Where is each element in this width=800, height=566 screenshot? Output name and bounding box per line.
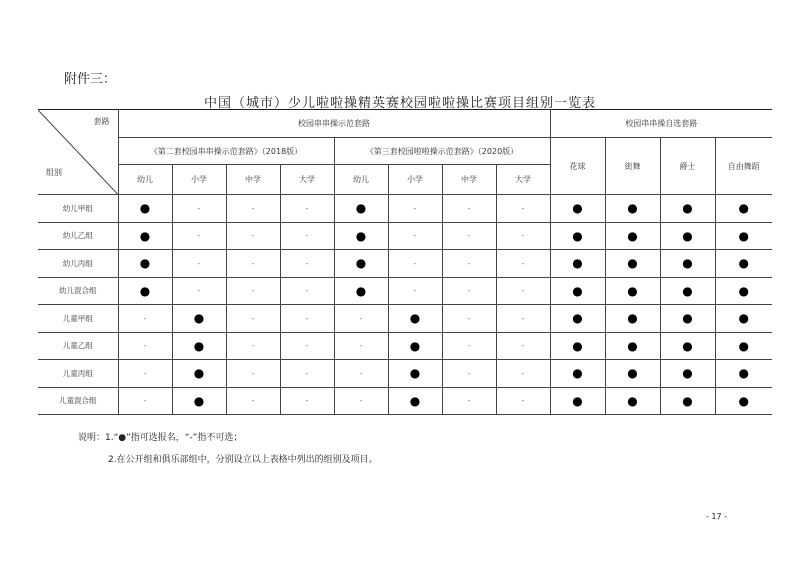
selectable-mark: ● (572, 393, 583, 408)
table-cell (172, 360, 226, 388)
selectable-mark: ● (682, 201, 693, 216)
table-cell (496, 250, 550, 278)
selectable-mark: ● (682, 256, 693, 271)
table-cell (660, 250, 715, 278)
not-selectable-mark: - (521, 258, 525, 268)
not-selectable-mark: - (197, 231, 201, 241)
not-selectable-mark: - (305, 231, 309, 241)
table-cell (334, 360, 388, 388)
table-cell (715, 305, 772, 333)
table-cell (388, 387, 442, 415)
not-selectable-mark: - (251, 396, 255, 406)
not-selectable-mark: - (467, 313, 471, 323)
table-cell (496, 332, 550, 360)
table-cell (442, 277, 496, 305)
header-level: 中学 (226, 165, 280, 195)
selectable-mark: ● (572, 311, 583, 326)
not-selectable-mark: - (521, 231, 525, 241)
table-cell (388, 360, 442, 388)
attachment-label: 附件三： (64, 72, 117, 87)
note-line-2: 2.在公开组和俱乐部组中，分别设立以上表格中列出的组别及项目。 (108, 455, 378, 465)
table-cell (605, 305, 660, 333)
not-selectable-mark: - (413, 203, 417, 213)
table-cell (660, 332, 715, 360)
not-selectable-mark: - (251, 231, 255, 241)
selectable-mark: ● (738, 201, 749, 216)
not-selectable-mark: - (521, 203, 525, 213)
table-cell (550, 360, 605, 388)
not-selectable-mark: - (251, 313, 255, 323)
table-cell (280, 250, 334, 278)
header-corner-cell (38, 110, 118, 195)
selectable-mark: ● (139, 201, 151, 216)
header-routine-2018: 《第二套校园串串操示范套路》（2018版） (118, 138, 334, 165)
table-cell (388, 222, 442, 250)
table-cell (550, 332, 605, 360)
not-selectable-mark: - (143, 396, 147, 406)
selectable-mark: ● (139, 228, 151, 243)
selectable-mark: ● (627, 366, 638, 381)
selectable-mark: ● (355, 256, 367, 271)
table-cell (550, 277, 605, 305)
not-selectable-mark: - (251, 368, 255, 378)
not-selectable-mark: - (521, 341, 525, 351)
table-row (38, 360, 772, 388)
selectable-mark: ● (409, 338, 421, 353)
table-cell (388, 277, 442, 305)
table-cell (496, 277, 550, 305)
table-cell (172, 332, 226, 360)
table-cell (605, 195, 660, 223)
selectable-mark: ● (738, 283, 749, 298)
not-selectable-mark: - (413, 286, 417, 296)
table-cell (715, 222, 772, 250)
document-title: 中国（城市）少儿啦啦操精英赛校园啦啦操比赛项目组别一览表 (203, 96, 596, 111)
table-cell (660, 277, 715, 305)
selectable-mark: ● (627, 256, 638, 271)
selectable-mark: ● (572, 201, 583, 216)
table-cell (118, 222, 172, 250)
not-selectable-mark: - (521, 286, 525, 296)
selectable-mark: ● (409, 393, 421, 408)
table-cell (280, 387, 334, 415)
selectable-mark: ● (139, 283, 151, 298)
table-cell (334, 332, 388, 360)
row-label: 幼儿混合组 (38, 277, 118, 305)
table-cell (660, 387, 715, 415)
table-row (38, 195, 772, 223)
not-selectable-mark: - (467, 231, 471, 241)
table-cell (496, 305, 550, 333)
selectable-mark: ● (139, 256, 151, 271)
table-cell (660, 195, 715, 223)
table-cell (715, 277, 772, 305)
selectable-mark: ● (572, 366, 583, 381)
table-cell (118, 305, 172, 333)
not-selectable-mark: - (521, 313, 525, 323)
row-label: 儿童乙组 (38, 332, 118, 360)
table-row (38, 332, 772, 360)
table-cell (172, 250, 226, 278)
table-cell (280, 222, 334, 250)
table-cell (172, 277, 226, 305)
header-level: 小学 (172, 165, 226, 195)
table-cell (442, 332, 496, 360)
table-cell (605, 222, 660, 250)
selectable-mark: ● (193, 311, 205, 326)
not-selectable-mark: - (143, 313, 147, 323)
not-selectable-mark: - (251, 286, 255, 296)
table-row (38, 387, 772, 415)
table-cell (550, 250, 605, 278)
not-selectable-mark: - (197, 203, 201, 213)
corner-label-group: 组别 (46, 168, 62, 177)
header-level: 幼儿 (334, 165, 388, 195)
table-cell (605, 250, 660, 278)
table-cell (280, 332, 334, 360)
table-cell (605, 387, 660, 415)
header-freestyle: 自由舞蹈 (715, 138, 772, 195)
table-cell (172, 222, 226, 250)
table-cell (226, 250, 280, 278)
table-cell (388, 250, 442, 278)
table-cell (280, 305, 334, 333)
table-cell (280, 277, 334, 305)
row-label: 儿童丙组 (38, 360, 118, 388)
table-cell (334, 222, 388, 250)
table-cell (334, 250, 388, 278)
selectable-mark: ● (355, 228, 367, 243)
table-cell (660, 305, 715, 333)
selectable-mark: ● (193, 366, 205, 381)
not-selectable-mark: - (251, 341, 255, 351)
table-cell (550, 305, 605, 333)
table-cell (334, 305, 388, 333)
table-cell (715, 387, 772, 415)
table-cell (605, 360, 660, 388)
not-selectable-mark: - (521, 396, 525, 406)
not-selectable-mark: - (143, 368, 147, 378)
not-selectable-mark: - (305, 258, 309, 268)
header-level: 小学 (388, 165, 442, 195)
selectable-mark: ● (738, 393, 749, 408)
not-selectable-mark: - (197, 258, 201, 268)
selectable-mark: ● (738, 228, 749, 243)
selectable-mark: ● (572, 338, 583, 353)
selectable-mark: ● (738, 311, 749, 326)
selectable-mark: ● (682, 366, 693, 381)
table-cell (172, 305, 226, 333)
selectable-mark: ● (193, 338, 205, 353)
not-selectable-mark: - (467, 368, 471, 378)
table-cell (660, 360, 715, 388)
table-cell (118, 387, 172, 415)
table-cell (496, 222, 550, 250)
table-row (38, 250, 772, 278)
table-cell (118, 250, 172, 278)
selectable-mark: ● (682, 311, 693, 326)
table-cell (334, 387, 388, 415)
not-selectable-mark: - (359, 341, 363, 351)
table-cell (226, 332, 280, 360)
table-cell (442, 305, 496, 333)
not-selectable-mark: - (251, 203, 255, 213)
selectable-mark: ● (409, 366, 421, 381)
table-row (38, 305, 772, 333)
table-cell (605, 277, 660, 305)
row-label: 幼儿丙组 (38, 250, 118, 278)
table-cell (118, 195, 172, 223)
table-cell (226, 222, 280, 250)
event-group-table (38, 109, 772, 415)
table-row (38, 277, 772, 305)
not-selectable-mark: - (467, 341, 471, 351)
selectable-mark: ● (355, 201, 367, 216)
row-label: 幼儿乙组 (38, 222, 118, 250)
not-selectable-mark: - (305, 286, 309, 296)
table-cell (226, 387, 280, 415)
not-selectable-mark: - (305, 313, 309, 323)
table-cell (118, 360, 172, 388)
selectable-mark: ● (572, 283, 583, 298)
table-cell (280, 360, 334, 388)
header-pompom: 花球 (550, 138, 605, 195)
row-label: 幼儿甲组 (38, 195, 118, 223)
selectable-mark: ● (193, 393, 205, 408)
table-cell (715, 250, 772, 278)
table-cell (715, 332, 772, 360)
selectable-mark: ● (682, 338, 693, 353)
table-cell (388, 195, 442, 223)
table-cell (118, 277, 172, 305)
not-selectable-mark: - (413, 231, 417, 241)
table-cell (550, 222, 605, 250)
not-selectable-mark: - (467, 258, 471, 268)
table-cell (280, 195, 334, 223)
table-cell (226, 277, 280, 305)
not-selectable-mark: - (305, 341, 309, 351)
table-cell (118, 332, 172, 360)
table-cell (660, 222, 715, 250)
not-selectable-mark: - (197, 286, 201, 296)
table-cell (226, 360, 280, 388)
header-routine-2020: 《第三套校园啦啦操示范套路》（2020版） (334, 138, 550, 165)
header-demo-routines: 校园串串操示范套路 (118, 110, 550, 138)
table-row (38, 222, 772, 250)
not-selectable-mark: - (305, 368, 309, 378)
table-cell (442, 387, 496, 415)
not-selectable-mark: - (467, 203, 471, 213)
table-cell (172, 387, 226, 415)
not-selectable-mark: - (359, 313, 363, 323)
not-selectable-mark: - (521, 368, 525, 378)
table-cell (715, 195, 772, 223)
not-selectable-mark: - (305, 203, 309, 213)
table-cell (605, 332, 660, 360)
table-cell (334, 195, 388, 223)
header-jazz: 爵士 (660, 138, 715, 195)
not-selectable-mark: - (359, 368, 363, 378)
selectable-mark: ● (409, 311, 421, 326)
not-selectable-mark: - (143, 341, 147, 351)
header-free-routines: 校园串串操自选套路 (550, 110, 772, 138)
header-hiphop: 街舞 (605, 138, 660, 195)
not-selectable-mark: - (467, 286, 471, 296)
table-cell (388, 332, 442, 360)
table-cell (334, 277, 388, 305)
row-label: 儿童混合组 (38, 387, 118, 415)
header-level: 大学 (280, 165, 334, 195)
note-line-1: 说明：1.“●”指可选报名，“-”指不可选； (78, 433, 243, 443)
selectable-mark: ● (627, 283, 638, 298)
not-selectable-mark: - (359, 396, 363, 406)
table-cell (496, 387, 550, 415)
selectable-mark: ● (627, 311, 638, 326)
table-cell (442, 195, 496, 223)
selectable-mark: ● (738, 338, 749, 353)
selectable-mark: ● (572, 228, 583, 243)
selectable-mark: ● (682, 393, 693, 408)
row-label: 儿童甲组 (38, 305, 118, 333)
selectable-mark: ● (627, 338, 638, 353)
not-selectable-mark: - (467, 396, 471, 406)
not-selectable-mark: - (251, 258, 255, 268)
header-level: 大学 (496, 165, 550, 195)
table-cell (442, 222, 496, 250)
selectable-mark: ● (627, 393, 638, 408)
not-selectable-mark: - (305, 396, 309, 406)
selectable-mark: ● (572, 256, 583, 271)
table-cell (496, 360, 550, 388)
table-cell (496, 195, 550, 223)
page-number: - 17 - (706, 512, 728, 521)
table-cell (442, 250, 496, 278)
table-cell (226, 195, 280, 223)
selectable-mark: ● (627, 201, 638, 216)
selectable-mark: ● (627, 228, 638, 243)
header-level: 幼儿 (118, 165, 172, 195)
selectable-mark: ● (355, 283, 367, 298)
table-cell (715, 360, 772, 388)
selectable-mark: ● (682, 283, 693, 298)
corner-label-routine: 套路 (93, 117, 110, 126)
table-cell (388, 305, 442, 333)
header-level: 中学 (442, 165, 496, 195)
table-cell (172, 195, 226, 223)
table-cell (550, 195, 605, 223)
table-cell (550, 387, 605, 415)
selectable-mark: ● (738, 366, 749, 381)
selectable-mark: ● (682, 228, 693, 243)
not-selectable-mark: - (413, 258, 417, 268)
selectable-mark: ● (738, 256, 749, 271)
table-cell (226, 305, 280, 333)
table-cell (442, 360, 496, 388)
